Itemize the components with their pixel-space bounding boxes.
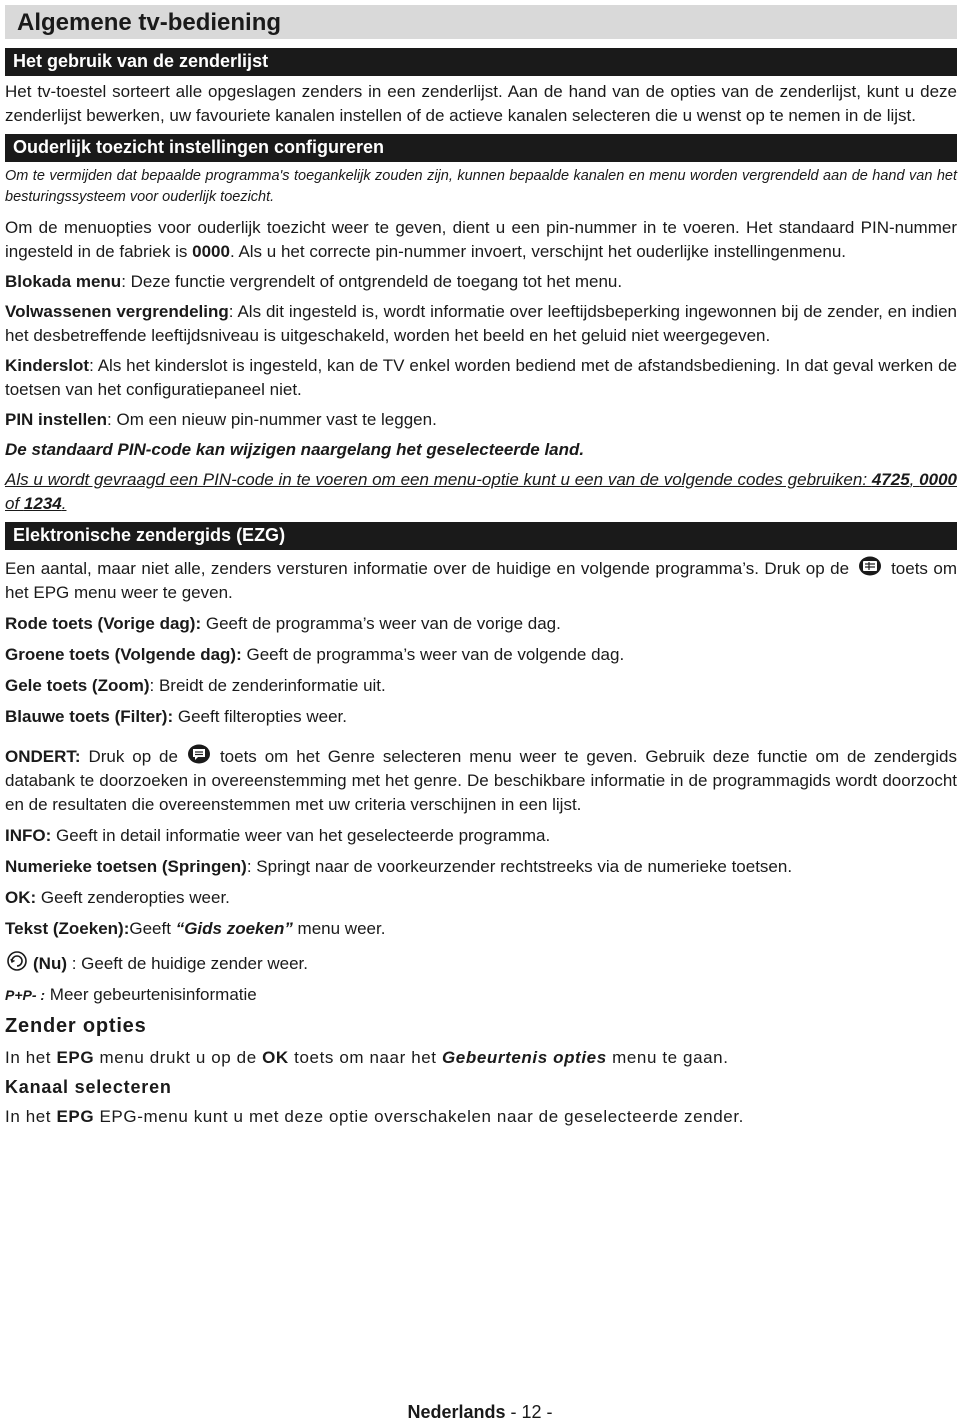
genre-button-icon [186, 743, 212, 765]
blauwe-toets-term: Blauwe toets (Filter): [5, 707, 174, 726]
info-paragraph [5, 824, 957, 848]
pin-codes-note [5, 468, 957, 516]
gele-toets-paragraph [5, 674, 957, 698]
gebeurtenis-opties-label: Gebeurtenis opties [441, 1048, 607, 1067]
info-term: INFO: [5, 826, 52, 845]
blokada-text: : Deze functie vergrendelt of ontgrendeld de toegang tot het menu. [121, 272, 623, 291]
section-heading-ouderlijk-toezicht: Ouderlijk toezicht instellingen configureren [5, 134, 957, 162]
ezg-intro-b: toets om het EPG menu weer te geven. [5, 559, 957, 602]
blokada-paragraph [5, 270, 957, 294]
tekst-text-a: Geeft [129, 919, 176, 938]
kanaal-epg: EPG [56, 1107, 95, 1126]
pin-code-1: 4725 [871, 470, 910, 489]
rode-toets-term: Rode toets (Vorige dag): [5, 614, 202, 633]
blauwe-toets-paragraph [5, 705, 957, 729]
pin-text-a: Om de menuopties voor ouderlijk toezicht weer te geven, dient u een pin-nummer in te voeren. Het standaard PIN-nummer ingesteld in de fabriek is [5, 218, 957, 261]
pin-note: De standaard PIN-code kan wijzigen naargelang het geselecteerde land. [5, 440, 585, 459]
gids-zoeken-label: “Gids zoeken” [175, 919, 293, 938]
now-button-icon [5, 950, 29, 972]
blokada-term: Blokada menu [5, 272, 122, 291]
volwassenen-paragraph [5, 300, 957, 348]
epg-button-icon [857, 555, 883, 577]
ouderlijk-intro: Om te vermijden dat bepaalde programma's toegankelijk zouden zijn, kunnen bepaalde kanalen en menu worden vergrendeld aan de hand van het besturingssysteem voor ouderlijk toezicht. [5, 168, 957, 205]
footer-language: Nederlands [407, 1402, 506, 1422]
info-text: Geeft in detail informatie weer van het geselecteerde programma. [51, 826, 551, 845]
pin-code-sep-2: of [5, 494, 24, 513]
kanaal-text-a: In het [5, 1107, 57, 1126]
groene-toets-text: Geeft de programma’s weer van de volgende dag. [241, 645, 625, 664]
gele-toets-text: : Breidt de zenderinformatie uit. [149, 676, 386, 695]
groene-toets-paragraph [5, 643, 957, 667]
kanaal-text-b: EPG-menu kunt u met deze optie overschakelen naar de geselecteerde zender. [94, 1107, 744, 1126]
numerieke-paragraph [5, 855, 957, 879]
pp-paragraph [5, 983, 957, 1007]
numerieke-term: Numerieke toetsen (Springen) [5, 857, 247, 876]
nu-text: : Geeft de huidige zender weer. [66, 954, 308, 973]
zender-opties-text-c: toets om naar het [288, 1048, 442, 1067]
pin-paragraph [5, 216, 957, 264]
tekst-term: Tekst (Zoeken): [5, 919, 130, 938]
section-heading-zenderlijst: Het gebruik van de zenderlijst [5, 48, 957, 76]
tekst-text-b: menu weer. [292, 919, 386, 938]
page-number: - 12 - [505, 1402, 553, 1422]
ezg-intro-a: Een aantal, maar niet alle, zenders versturen informatie over de huidige en volgende programma’s. Druk op de [5, 559, 850, 578]
volwassenen-text: : Als dit ingesteld is, wordt informatie over leeftijdsbeperking ingewonnen bij de zender, en indien het desbetreffende leeftijdsniveau is uitgeschakeld, worden het beeld en het geluid niet weergegeven. [5, 302, 957, 345]
ok-paragraph [5, 886, 957, 910]
gele-toets-term: Gele toets (Zoom) [5, 676, 150, 695]
zender-opties-epg: EPG [56, 1048, 95, 1067]
kinderslot-term: Kinderslot [5, 356, 90, 375]
tekst-paragraph [5, 917, 957, 941]
groene-toets-term: Groene toets (Volgende dag): [5, 645, 242, 664]
default-pin: 0000 [192, 242, 230, 261]
ondert-text-b: toets om het Genre selecteren menu weer te geven. Gebruik deze functie om de zendergids databank te doorzoeken in overeenstemming met het genre. De beschikbare informatie in de programmagids wordt doorzocht en de resultaten die overeenstemmen met uw criteria verschijnen in een lijst. [5, 747, 957, 814]
section-heading-ezg: Elektronische zendergids (EZG) [5, 522, 957, 550]
pin-codes-text: Als u wordt gevraagd een PIN-code in te voeren om een menu-optie kunt u een van de volgende codes gebruiken: [5, 470, 872, 489]
kanaal-selecteren-paragraph [5, 1105, 957, 1129]
rode-toets-paragraph [5, 612, 957, 636]
pin-text-b: . Als u het correcte pin-nummer invoert, verschijnt het ouderlijke instellingenmenu. [229, 242, 847, 261]
zender-opties-heading: Zender opties [5, 1015, 147, 1037]
zender-opties-ok: OK [262, 1048, 289, 1067]
kinderslot-text: : Als het kinderslot is ingesteld, kan de TV enkel worden bediend met de afstandsbediening. In dat geval werken de toetsen van het configuratiepaneel niet. [5, 356, 957, 399]
pp-term: P+P- : [5, 987, 46, 1003]
nu-term: (Nu) [33, 954, 67, 973]
blauwe-toets-text: Geeft filteropties weer. [173, 707, 347, 726]
kanaal-selecteren-heading: Kanaal selecteren [5, 1077, 172, 1097]
ezg-intro [5, 555, 957, 605]
zender-opties-text-d: menu te gaan. [606, 1048, 729, 1067]
pin-code-3: 1234 [23, 494, 62, 513]
ok-term: OK: [5, 888, 37, 907]
zender-opties-text-a: In het [5, 1048, 57, 1067]
kinderslot-paragraph [5, 354, 957, 402]
nu-paragraph [5, 950, 957, 976]
pin-code-end: . [61, 494, 67, 513]
ondert-text-a: Druk op de [80, 747, 178, 766]
pin-code-2: 0000 [919, 470, 957, 489]
pin-instellen-paragraph [5, 408, 957, 432]
pp-text: Meer gebeurtenisinformatie [45, 985, 257, 1004]
pin-instellen-text: : Om een nieuw pin-nummer vast te leggen. [107, 410, 437, 429]
zender-opties-text-b: menu drukt u op de [94, 1048, 263, 1067]
zenderlijst-paragraph: Het tv-toestel sorteert alle opgeslagen zenders in een zenderlijst. Aan de hand van de opties van de zenderlijst, kunt u deze zenderlijst bewerken, uw favouriete kanalen instellen of de actieve kanalen selecteren die u wenst op te nemen in de lijst. [5, 82, 957, 125]
manual-page [5, 5, 957, 1129]
pin-code-sep-1: , [909, 470, 920, 489]
zender-opties-paragraph [5, 1046, 957, 1070]
page-title: Algemene tv-bediening [5, 5, 957, 39]
ondert-term: ONDERT: [5, 747, 81, 766]
page-footer [0, 1402, 960, 1423]
ondert-paragraph [5, 743, 957, 817]
ok-text: Geeft zenderopties weer. [36, 888, 230, 907]
volwassenen-term: Volwassenen vergrendeling [5, 302, 229, 321]
pin-instellen-term: PIN instellen [5, 410, 108, 429]
rode-toets-text: Geeft de programma’s weer van de vorige dag. [201, 614, 561, 633]
numerieke-text: : Springt naar de voorkeurzender rechtstreeks via de numerieke toetsen. [246, 857, 793, 876]
